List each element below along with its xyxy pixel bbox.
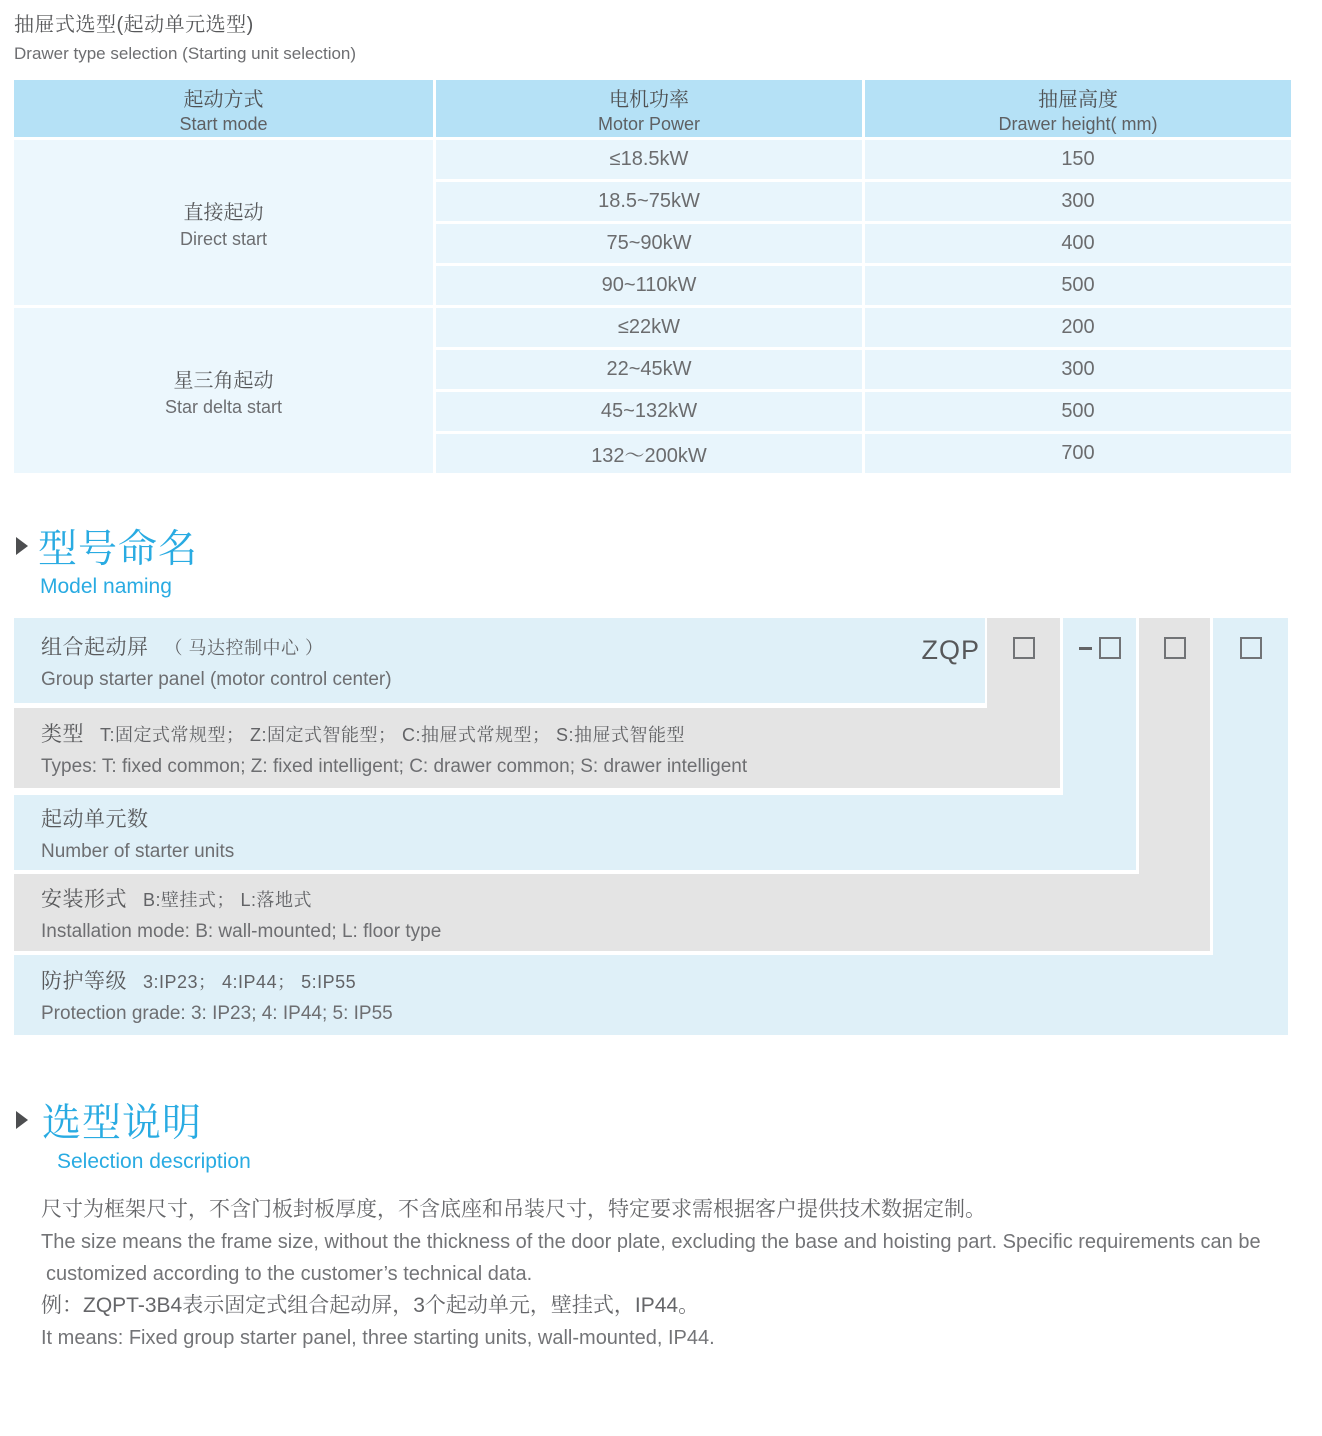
description-line-zh: 例：ZQPT-3B4表示固定式组合起动屏，3个起动单元，壁挂式，IP44。 bbox=[41, 1294, 700, 1317]
height-cell: 500 bbox=[865, 392, 1291, 431]
section-arrow-icon bbox=[16, 1111, 28, 1129]
document-title bbox=[14, 8, 356, 64]
model-naming-heading bbox=[16, 524, 199, 571]
ladder-column-units bbox=[1063, 618, 1136, 870]
ladder-row-detail: B:壁挂式； L:落地式 bbox=[143, 889, 313, 910]
document-title-en: Drawer type selection (Starting unit selection) bbox=[14, 44, 357, 63]
height-cell: 400 bbox=[865, 224, 1291, 263]
header-en: Start mode bbox=[179, 113, 268, 134]
group-label-en: Star delta start bbox=[164, 396, 283, 417]
ladder-row-label: 防护等级 bbox=[41, 970, 127, 993]
height-cell: 300 bbox=[865, 182, 1291, 221]
description-line-en: It means: Fixed group starter panel, three starting units, wall-mounted, IP44. bbox=[41, 1327, 715, 1349]
ladder-row-detail: （ 马达控制中心 ） bbox=[164, 637, 324, 658]
document-title-zh: 抽屉式选型(起动单元选型) bbox=[14, 14, 254, 36]
code-box-icon bbox=[1164, 637, 1186, 659]
header-zh: 电机功率 bbox=[609, 88, 689, 111]
height-cell: 300 bbox=[865, 350, 1291, 389]
ladder-row-label: 类型 bbox=[41, 723, 84, 746]
ladder-row-label: 起动单元数 bbox=[41, 807, 149, 831]
ladder-row-detail: 3:IP23； 4:IP44； 5:IP55 bbox=[143, 972, 357, 992]
group-cell-star-delta-start bbox=[14, 308, 433, 473]
ladder-row-zh bbox=[41, 883, 1210, 913]
code-box-icon bbox=[1099, 637, 1121, 659]
ladder-row-starter-units bbox=[14, 795, 1136, 870]
power-cell: 18.5~75kW bbox=[436, 182, 862, 221]
ladder-column-protection bbox=[1213, 618, 1288, 1035]
height-cell: 500 bbox=[865, 266, 1291, 305]
column-header-start-mode bbox=[14, 80, 433, 137]
power-cell: 22~45kW bbox=[436, 350, 862, 389]
ladder-row-protection-grade bbox=[14, 955, 1288, 1035]
group-label-en: Direct start bbox=[179, 228, 267, 249]
ladder-row-installation-mode bbox=[14, 874, 1210, 951]
column-header-motor-power bbox=[436, 80, 862, 137]
code-box-icon bbox=[1013, 637, 1035, 659]
ladder-row-detail: T:固定式常规型； Z:固定式智能型； C:抽屉式常规型； S:抽屉式智能型 bbox=[100, 725, 686, 745]
power-cell: 45~132kW bbox=[436, 392, 862, 431]
power-cell: ≤22kW bbox=[436, 308, 862, 347]
ladder-row-en: Types: T: fixed common; Z: fixed intelligent; C: drawer common; S: drawer intelligent bbox=[41, 756, 748, 777]
ladder-row-zh bbox=[41, 718, 1060, 748]
header-zh: 抽屉高度 bbox=[1038, 88, 1118, 111]
code-box-icon bbox=[1240, 637, 1262, 659]
ladder-row-en: Number of starter units bbox=[41, 840, 235, 862]
ladder-row-zh bbox=[41, 631, 985, 661]
drawer-selection-table bbox=[14, 80, 1291, 473]
model-naming-heading-zh: 型号命名 bbox=[38, 528, 199, 571]
power-cell: 132～200kW bbox=[436, 434, 862, 473]
ladder-row-group-starter-panel bbox=[14, 618, 985, 703]
selection-description-text bbox=[41, 1194, 1296, 1354]
ladder-row-zh bbox=[41, 965, 1288, 995]
description-line-en: customized according to the customer’s technical data. bbox=[46, 1263, 533, 1285]
power-cell: 90~110kW bbox=[436, 266, 862, 305]
column-header-drawer-height bbox=[865, 80, 1291, 137]
ladder-row-label: 安装形式 bbox=[41, 887, 127, 911]
ladder-row-label: 组合起动屏 bbox=[41, 635, 149, 659]
selection-description-heading bbox=[16, 1098, 203, 1145]
description-line-zh: 尺寸为框架尺寸，不含门板封板厚度，不含底座和吊装尺寸，特定要求需根据客户提供技术数据定制。 bbox=[41, 1198, 986, 1221]
group-cell-direct-start bbox=[14, 140, 433, 305]
model-code: ZQP bbox=[921, 635, 980, 665]
header-en: Motor Power bbox=[597, 113, 701, 134]
height-cell: 150 bbox=[865, 140, 1291, 179]
ladder-column-installation bbox=[1139, 618, 1210, 951]
ladder-column-type bbox=[987, 618, 1060, 788]
header-en: Drawer height( mm) bbox=[998, 113, 1158, 134]
ladder-row-en: Group starter panel (motor control center) bbox=[41, 668, 392, 690]
dash-icon bbox=[1079, 647, 1092, 650]
power-cell: ≤18.5kW bbox=[436, 140, 862, 179]
ladder-row-types bbox=[14, 708, 1060, 788]
description-line-en: The size means the frame size, without the thickness of the door plate, excluding the base and hoisting part. Specific requirements can be bbox=[41, 1231, 1261, 1253]
height-cell: 700 bbox=[865, 434, 1291, 473]
ladder-row-en: Protection grade: 3: IP23; 4: IP44; 5: IP55 bbox=[41, 1003, 393, 1024]
group-label-zh: 星三角起动 bbox=[173, 369, 274, 392]
group-label-zh: 直接起动 bbox=[183, 201, 264, 224]
height-cell: 200 bbox=[865, 308, 1291, 347]
selection-heading-en: Selection description bbox=[57, 1150, 251, 1173]
selection-heading-zh: 选型说明 bbox=[42, 1102, 203, 1145]
section-arrow-icon bbox=[16, 537, 28, 555]
power-cell: 75~90kW bbox=[436, 224, 862, 263]
model-naming-heading-en: Model naming bbox=[40, 575, 172, 598]
model-naming-diagram bbox=[14, 618, 1294, 1035]
ladder-row-en: Installation mode: B: wall-mounted; L: floor type bbox=[41, 920, 442, 942]
header-zh: 起动方式 bbox=[183, 88, 264, 111]
ladder-row-zh bbox=[41, 803, 1136, 833]
